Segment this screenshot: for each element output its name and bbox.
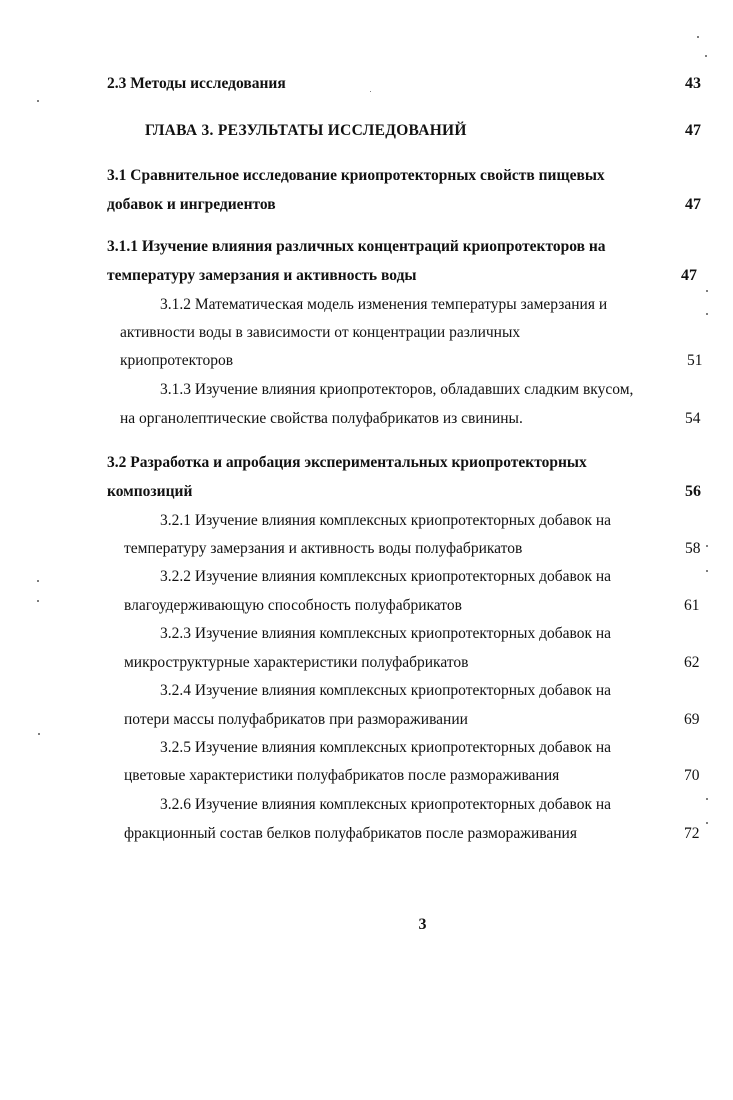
toc-entry-2-3: [0, 70, 733, 98]
toc-title-line-2: активности воды в зависимости от концентрации различных: [120, 324, 521, 341]
toc-page-number: 70: [684, 767, 700, 784]
toc-page-number: 56: [685, 483, 701, 500]
toc-entry-3-2-5: [0, 734, 733, 762]
toc-page-number: 58: [685, 540, 701, 557]
toc-page-number: 47: [685, 122, 701, 139]
toc-title-line-2: микроструктурные характеристики полуфабрикатов: [124, 654, 469, 671]
scan-speck: [697, 36, 699, 38]
toc-entry-3-2-2: [0, 563, 733, 591]
scan-speck: [370, 91, 371, 92]
toc-title-line-1: 3.1.3 Изучение влияния криопротекторов, обладавших сладким вкусом,: [160, 381, 634, 398]
scan-speck: [37, 580, 39, 582]
toc-page-number: 62: [684, 654, 700, 671]
toc-entry-3-1-2-cont: [0, 319, 733, 347]
page-number: 3: [418, 916, 427, 933]
toc-title-line-2: потери массы полуфабрикатов при размораживании: [124, 711, 468, 728]
toc-page-number: 43: [685, 75, 701, 92]
toc-entry-3-2: [0, 449, 733, 477]
toc-entry-chapter-3: [0, 117, 733, 145]
toc-entry-3-2-6: [0, 791, 733, 819]
scan-speck: [705, 55, 707, 57]
toc-entry-3-2-cont: [0, 478, 733, 506]
toc-page-number: 69: [684, 711, 700, 728]
toc-title-line-3: криопротекторов: [120, 352, 234, 369]
toc-page-number: 47: [685, 196, 701, 213]
toc-title-line-1: 3.1 Сравнительное исследование криопротекторных свойств пищевых: [107, 167, 605, 184]
toc-entry-3-2-5-cont: [0, 762, 733, 790]
toc-page-number: 51: [687, 352, 703, 369]
toc-entry-3-2-1: [0, 507, 733, 535]
toc-entry-3-1-3: [0, 376, 733, 404]
toc-entry-3-2-3-cont: [0, 649, 733, 677]
toc-title-line-2: температуру замерзания и активность воды: [107, 267, 417, 284]
toc-page-number: 61: [684, 597, 700, 614]
toc-chapter-title: ГЛАВА 3. РЕЗУЛЬТАТЫ ИССЛЕДОВАНИЙ: [145, 122, 467, 139]
toc-page-number: 47: [681, 267, 697, 284]
toc-entry-3-1: [0, 162, 733, 190]
toc-page-number: 72: [684, 825, 700, 842]
toc-title-line-2: композиций: [107, 483, 193, 500]
toc-title-line-1: 3.1.2 Математическая модель изменения температуры замерзания и: [160, 296, 608, 313]
scan-speck: [706, 545, 708, 547]
toc-title-line-1: 3.2.2 Изучение влияния комплексных криопротекторных добавок на: [160, 568, 612, 585]
toc-entry-3-2-2-cont: [0, 592, 733, 620]
toc-entry-3-1-cont: [0, 191, 733, 219]
scan-speck: [37, 600, 39, 602]
toc-title-line-1: 3.2 Разработка и апробация экспериментальных криопротекторных: [107, 454, 587, 471]
scan-speck: [706, 290, 708, 292]
toc-title-line-1: 3.1.1 Изучение влияния различных концентраций криопротекторов на: [107, 238, 606, 255]
scan-speck: [706, 798, 708, 800]
toc-entry-3-2-4-cont: [0, 706, 733, 734]
toc-entry-3-1-1-cont: [0, 262, 733, 290]
scan-speck: [37, 100, 39, 102]
scan-speck: [706, 570, 708, 572]
toc-title-line-1: 3.2.4 Изучение влияния комплексных криопротекторных добавок на: [160, 682, 612, 699]
toc-entry-3-1-1: [0, 233, 733, 261]
toc-title-line-1: 3.2.3 Изучение влияния комплексных криопротекторных добавок на: [160, 625, 612, 642]
toc-entry-3-2-4: [0, 677, 733, 705]
toc-entry-3-2-1-cont: [0, 535, 733, 563]
toc-title-line-2: добавок и ингредиентов: [107, 196, 276, 213]
toc-title-line-2: фракционный состав белков полуфабрикатов после размораживания: [124, 825, 577, 842]
toc-title-line-2: температуру замерзания и активность воды полуфабрикатов: [124, 540, 523, 557]
toc-page-number: 54: [685, 410, 701, 427]
toc-title: 2.3 Методы исследования: [107, 75, 286, 92]
toc-entry-3-2-6-cont: [0, 820, 733, 848]
toc-title-line-1: 3.2.5 Изучение влияния комплексных криопротекторных добавок на: [160, 739, 612, 756]
toc-entry-3-1-3-cont: [0, 405, 733, 433]
toc-entry-3-1-2: [0, 291, 733, 319]
toc-title-line-1: 3.2.6 Изучение влияния комплексных криопротекторных добавок на: [160, 796, 612, 813]
scan-speck: [706, 822, 708, 824]
toc-title-line-2: влагоудерживающую способность полуфабрикатов: [124, 597, 462, 614]
toc-title-line-2: на органолептические свойства полуфабрикатов из свинины.: [120, 410, 523, 427]
toc-entry-3-1-2-cont2: [0, 347, 733, 375]
toc-entry-3-2-3: [0, 620, 733, 648]
scan-speck: [38, 733, 40, 735]
toc-title-line-2: цветовые характеристики полуфабрикатов после размораживания: [124, 767, 560, 784]
toc-title-line-1: 3.2.1 Изучение влияния комплексных криопротекторных добавок на: [160, 512, 612, 529]
scan-speck: [706, 313, 708, 315]
